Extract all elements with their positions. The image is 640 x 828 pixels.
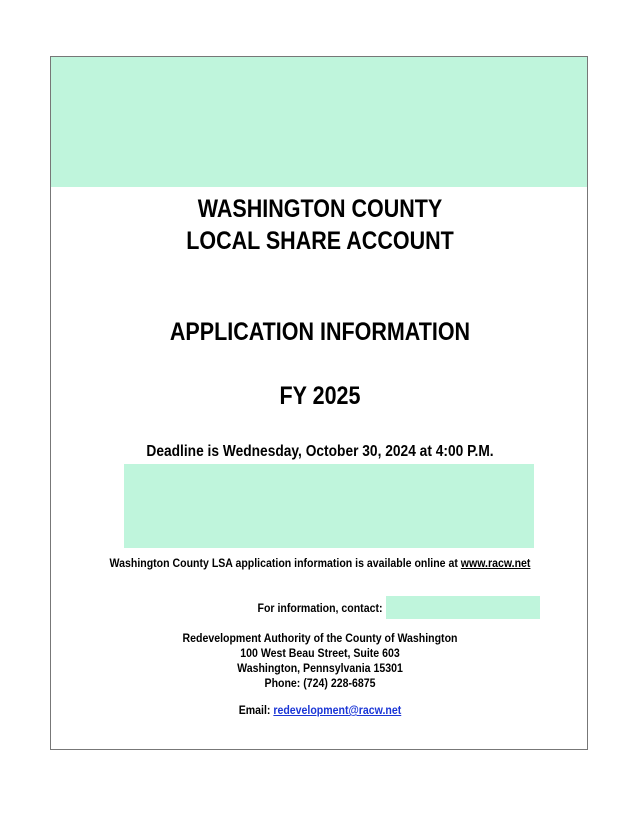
email-label: Email: bbox=[238, 703, 274, 717]
title-account: LOCAL SHARE ACCOUNT bbox=[186, 227, 454, 255]
title-county: WASHINGTON COUNTY bbox=[197, 195, 443, 223]
email-line bbox=[38, 703, 601, 717]
organization-name: Redevelopment Authority of the County of Washington bbox=[182, 631, 458, 645]
title-application-information: APPLICATION INFORMATION bbox=[169, 318, 471, 346]
city-state-zip: Washington, Pennsylvania 15301 bbox=[237, 661, 403, 675]
middle-highlight-band bbox=[124, 464, 534, 548]
phone-number: Phone: (724) 228-6875 bbox=[264, 676, 376, 690]
online-info-line bbox=[38, 556, 601, 570]
email-link[interactable]: redevelopment@racw.net bbox=[273, 703, 402, 717]
fiscal-year: FY 2025 bbox=[279, 382, 361, 410]
website-link[interactable]: www.racw.net bbox=[460, 556, 531, 570]
street-address: 100 West Beau Street, Suite 603 bbox=[240, 646, 400, 660]
contact-label: For information, contact: bbox=[257, 601, 383, 615]
online-info-text: Washington County LSA application information is available online at bbox=[109, 556, 461, 570]
top-highlight-band bbox=[51, 57, 587, 187]
deadline-text: Deadline is Wednesday, October 30, 2024 at 4:00 P.M. bbox=[146, 443, 494, 460]
